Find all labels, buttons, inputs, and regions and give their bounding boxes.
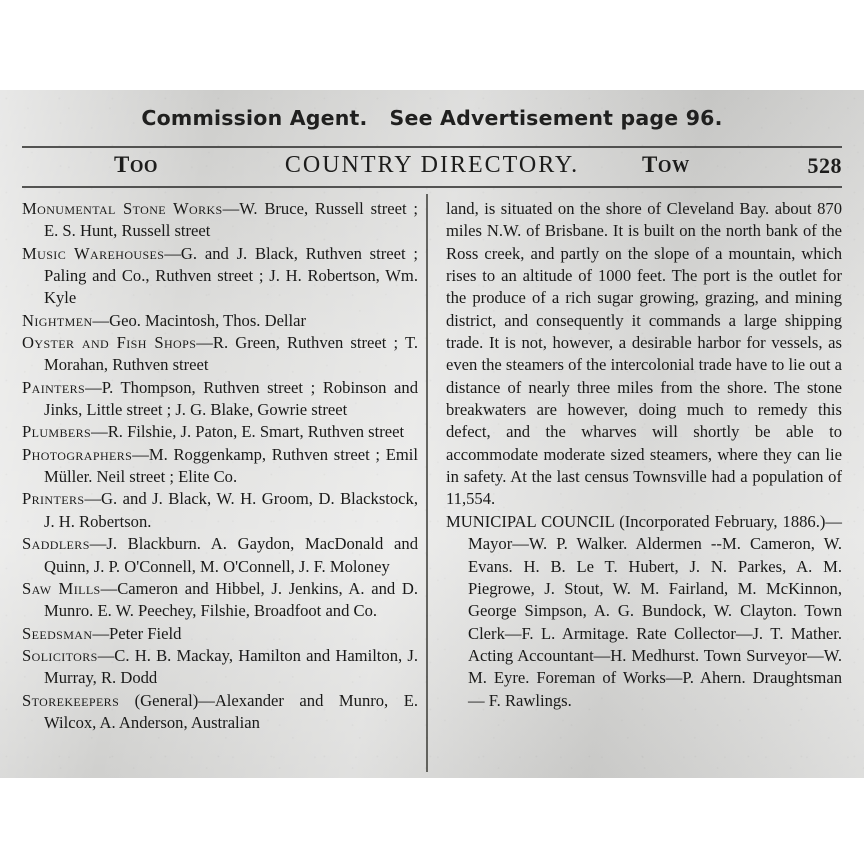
entry-term: Storekeepers <box>22 690 120 710</box>
directory-entry <box>22 421 418 443</box>
running-head-left-rest: OO <box>129 156 159 176</box>
entry-text: —J. Blackburn. A. Gaydon, MacDonald and Quinn, J. P. O'Connell, M. O'Connell, J. F. Moloney <box>44 534 418 576</box>
entry-text: —Peter Field <box>92 623 182 643</box>
entry-term: Saw Mills <box>22 578 101 598</box>
municipal-council-entry <box>446 511 842 712</box>
scanned-page <box>0 90 864 778</box>
entry-term: Oyster and Fish Shops <box>22 333 197 353</box>
directory-left-column <box>22 198 418 768</box>
entry-term: Photographers <box>22 444 133 464</box>
entry-text: —G. and J. Black, W. H. Groom, D. Blackstock, J. H. Robertson. <box>44 489 418 531</box>
entry-term: Nightmen <box>22 310 93 330</box>
column-divider <box>426 194 428 772</box>
running-head-right <box>642 152 690 178</box>
header-rule-bottom <box>22 186 842 188</box>
running-head-left-initial: T <box>114 152 130 177</box>
entry-text: —G. and J. Black, Ruthven street ; Paling and Co., Ruthven street ; J. H. Robertson, Wm. Kyle <box>44 243 418 308</box>
directory-entry <box>22 243 418 310</box>
directory-entry <box>22 310 418 332</box>
entry-term: Painters <box>22 377 86 397</box>
entry-text: —M. Roggenkamp, Ruthven street ; Emil Müller. Neil street ; Elite Co. <box>44 444 418 487</box>
entry-term: Monumental Stone Works <box>22 199 223 218</box>
running-head-right-rest: OW <box>657 156 690 176</box>
entry-text: (General)—Alexander and Munro, E. Wilcox, A. Anderson, Australian <box>44 690 418 732</box>
municipal-council-text: (Incorporated February, 1886.)—Mayor—W. P. Walker. Aldermen --M. Cameron, W. Evans. H. B. Le T. Hubert, J. N. Parkes, A. M. Piegrowe, J. Stout, W. M. Fairland, M. McKinnon, George Simpson, A. G. Bundock, W. Clayton. Town Clerk—F. L. Armitage. Rate Collector—J. T. Mather. Acting Accountant—H. Medhurst. Town Surveyor—W. M. Eyre. Foreman of Works—P. Ahern. Draughtsman — F. Rawlings. <box>468 511 842 710</box>
directory-entry <box>22 488 418 533</box>
entry-text: —R. Green, Ruthven street ; T. Morahan, Ruthven street <box>44 333 418 375</box>
municipal-council-term: MUNICIPAL COUNCIL <box>446 511 615 531</box>
entry-text: —W. Bruce, Russell street ; E. S. Hunt, Russell street <box>44 199 418 241</box>
directory-entry <box>22 332 418 377</box>
entry-term: Plumbers <box>22 422 92 442</box>
running-head-right-initial: T <box>642 152 658 177</box>
entry-term: Solicitors <box>22 645 98 665</box>
entry-text: —C. H. B. Mackay, Hamilton and Hamilton, J. Murray, R. Dodd <box>44 645 418 688</box>
entry-text: —P. Thompson, Ruthven street ; Robinson and Jinks, Little street ; J. G. Blake, Gowrie street <box>44 377 418 420</box>
entry-term: Saddlers <box>22 534 90 554</box>
entry-term: Music Warehouses <box>22 243 165 263</box>
directory-entry <box>22 645 418 690</box>
entry-term: Printers <box>22 489 85 509</box>
entry-text: —R. Filshie, J. Paton, E. Smart, Ruthven street <box>91 422 405 442</box>
directory-entry <box>22 444 418 489</box>
directory-right-column <box>446 198 842 768</box>
entry-term: Seedsman <box>22 623 93 643</box>
directory-entry <box>22 690 418 735</box>
directory-entry <box>22 578 418 623</box>
directory-entry <box>22 377 418 422</box>
entry-text: —Cameron and Hibbel, J. Jenkins, A. and D. Munro. E. W. Peechey, Filshie, Broadfoot and Co. <box>44 578 418 621</box>
directory-entry <box>22 623 418 645</box>
running-head <box>22 152 842 184</box>
page-title: COUNTRY DIRECTORY. <box>284 152 580 178</box>
entry-text: —Geo. Macintosh, Thos. Dellar <box>92 310 307 330</box>
directory-columns <box>22 198 842 768</box>
header-rule-top <box>22 146 842 148</box>
advertisement-headline: Commission Agent. See Advertisement page 96. <box>141 106 723 130</box>
townsville-description-paragraph: land, is situated on the shore of Cleveland Bay. about 870 miles N.W. of Brisbane. It is built on the north bank of the Ross creek, and partly on the slope of a mountain, which rises to an altitude of 1000 feet. The port is the outlet for the produce of a rich sugar growing, grazing, and mining district, and consequently it commands a large shipping trade. It is not, however, a desirable harbor for vessels, as even the steamers of the intercolonial trade have to lie out a distance of nearly three miles from the shore. The stone breakwaters are however, doing much to remedy this defect, and the wharves will shortly be able to accommodate moderate sized steamers, where they can lie in safety. At the last census Townsville had a population of 11,554. <box>446 199 842 509</box>
directory-entry <box>22 533 418 578</box>
page-number: 528 <box>807 153 842 178</box>
directory-entry <box>22 198 418 243</box>
